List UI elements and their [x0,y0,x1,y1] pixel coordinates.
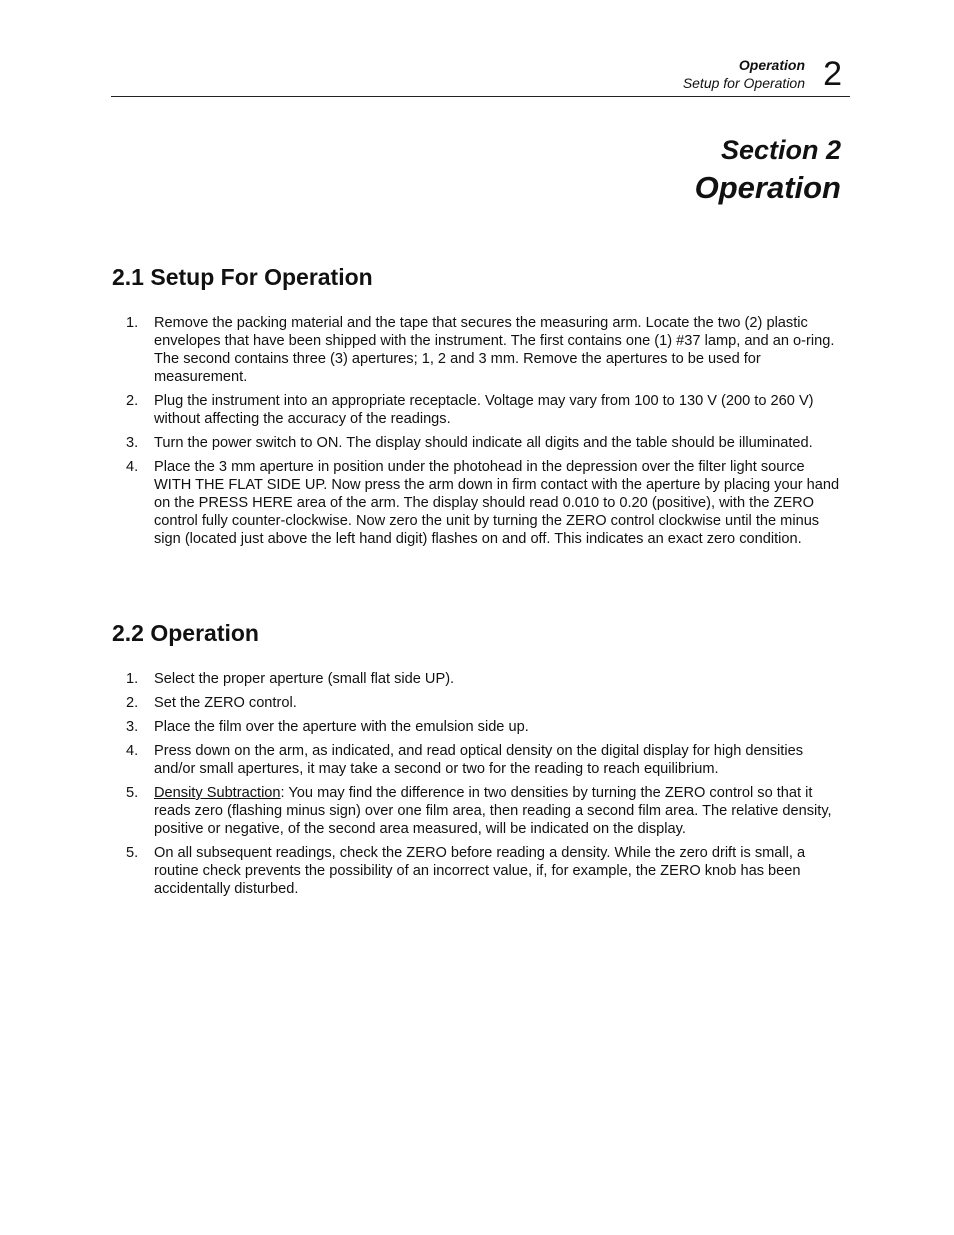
list-item [112,458,842,548]
list-item [112,742,842,778]
list-item-number: 4. [126,459,139,475]
list-item-text: Place the film over the aperture with the emulsion side up. [154,719,529,735]
list-item-number: 3. [126,719,139,735]
list-item-number: 1. [126,315,139,331]
section-title-block [695,134,841,210]
list-item [112,670,842,688]
list-item [112,718,842,736]
list-item [112,314,842,386]
list-item-number: 3. [126,435,139,451]
list-item-text: Plug the instrument into an appropriate receptacle. Voltage may vary from 100 to 130 V (200 to 260 V) without affecting the accuracy of the readings. [154,393,814,427]
list-item-number: 4. [126,743,139,759]
header-page-number: 2 [823,55,842,93]
header-chapter-title: Operation [738,57,805,73]
running-header [111,56,850,97]
list-item-text: Remove the packing material and the tape that secures the measuring arm. Locate the two (2) plastic envelopes that have been shipped with the instrument. The first contains one (1) #37 lamp, and an o-ring. The second contains three (3) apertures; 1, 2 and 3 mm. Remove the apertures to be used for measurement. [154,315,835,385]
list-item-text: Set the ZERO control. [154,695,297,711]
setup-heading: 2.1 Setup For Operation [112,264,373,290]
header-section-title: Setup for Operation [682,75,805,91]
operation-steps-list [112,670,842,904]
density-subtraction-term: Density Subtraction [154,785,281,801]
list-item-text: Turn the power switch to ON. The display should indicate all digits and the table should be illuminated. [154,435,813,451]
list-item-number: 5. [126,785,139,801]
list-item [112,694,842,712]
list-item [112,392,842,428]
list-item [112,844,842,898]
list-item-text: Place the 3 mm aperture in position under the photohead in the depression over the filter light source WITH THE FLAT SIDE UP. Now press the arm down in firm contact with the aperture by placing your hand on the PRESS HERE area of the arm. The display should read 0.010 to 0.20 (positive), with the ZERO control fully counter-clockwise. Now zero the unit by turning the ZERO control clockwise until the minus sign (located just above the left hand digit) flashes on and off. This indicates an exact zero condition. [154,459,840,547]
list-item [112,784,842,838]
list-item-number: 2. [126,393,139,409]
section-label: Section 2 [720,135,841,165]
operation-heading: 2.2 Operation [112,620,259,646]
setup-steps-list [112,314,842,554]
list-item-text: : You may find the difference in two densities by turning the ZERO control so that it reads zero (flashing minus sign) over one film area, then reading a second film area. The relative density, positive or negative, of the second area measured, will be indicated on the display. [154,785,832,837]
list-item-number: 2. [126,695,139,711]
list-item-text: Press down on the arm, as indicated, and read optical density on the digital display for high densities and/or small apertures, it may take a second or two for the reading to reach equilibrium. [154,743,803,777]
list-item [112,434,842,452]
section-name: Operation [694,170,841,205]
running-header-text [683,56,805,92]
list-item-text: On all subsequent readings, check the ZERO before reading a density. While the zero drift is small, a routine check prevents the possibility of an incorrect value, if, for example, the ZERO knob has been accidentally disturbed. [154,845,806,897]
list-item-number: 5. [126,845,139,861]
list-item-number: 1. [126,671,139,687]
list-item-text: Select the proper aperture (small flat side UP). [154,671,455,687]
